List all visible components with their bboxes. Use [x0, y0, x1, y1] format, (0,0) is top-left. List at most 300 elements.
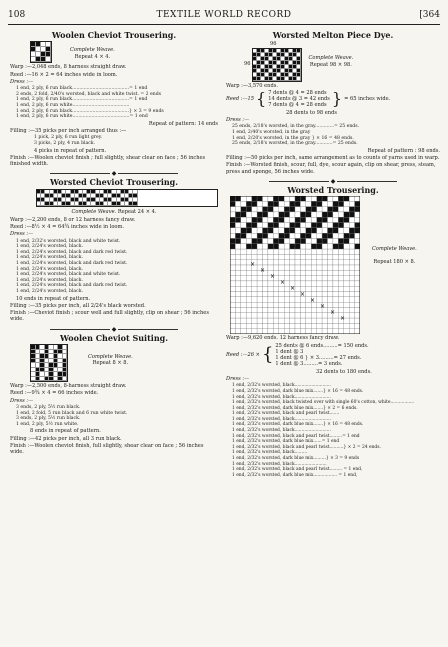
weave-cell [344, 233, 349, 238]
section-divider: ◆ [10, 171, 218, 177]
weave-cell [279, 223, 284, 228]
weave-cell [241, 308, 246, 313]
weave-cell [344, 329, 349, 334]
weave-cell [300, 244, 305, 249]
weave-cell [252, 281, 257, 286]
weave-cell [268, 260, 273, 265]
weave-cell [295, 239, 300, 244]
weave-cell [46, 57, 51, 62]
weave-cell [322, 217, 327, 222]
weave-cell [241, 223, 246, 228]
weave-caption: Complete Weave. [88, 354, 133, 361]
weave-cell [344, 297, 349, 302]
weave-cell [300, 302, 305, 307]
dress-line: 1 end, 2/32's worsted, dark blue mix......= 1 end [232, 439, 340, 445]
weave-cell [306, 223, 311, 228]
weave-cell [263, 313, 268, 318]
weave-cell [344, 207, 349, 212]
weave-cell [300, 249, 305, 254]
weave-cell [328, 239, 333, 244]
weave-cell [257, 324, 262, 329]
weave-cell [311, 217, 316, 222]
weave-cell [273, 249, 278, 254]
weave-cell [333, 202, 338, 207]
weave-cell [279, 239, 284, 244]
weave-cell [300, 265, 305, 270]
weave-cell [322, 260, 327, 265]
weave-cell [230, 255, 235, 260]
weave-cell [322, 281, 327, 286]
weave-cell [235, 297, 240, 302]
weave-cell [344, 212, 349, 217]
weave-cell [252, 313, 257, 318]
weave-cell [311, 239, 316, 244]
dress-line: 1 end, 2/32's worsted, dark blue mix................. = 1 end, [232, 472, 358, 478]
weave-cell [230, 292, 235, 297]
weave-cell [355, 217, 360, 222]
weave-cell [252, 217, 257, 222]
weave-cell [344, 276, 349, 281]
weave-cell [246, 324, 251, 329]
weave-cell [284, 196, 289, 201]
dress-line: 1 end, 2 ply, 6 run black.......................................= 1 end [16, 86, 148, 92]
dress-line: 1 end, 2 fold, 5 run black and 6 run white twist. [16, 410, 128, 416]
weave-cell [338, 196, 343, 201]
weave-cell [338, 260, 343, 265]
weave-cell [230, 207, 235, 212]
weave-cell [257, 212, 262, 217]
weave-cell [284, 202, 289, 207]
left-column [10, 30, 218, 457]
weave-cell [235, 302, 240, 307]
weave-cell [295, 217, 300, 222]
dress-line: 1 end, 2/32's worsted, black and pearl twist..........} × 2 = 24 ends. [232, 444, 381, 450]
weave-cell [246, 212, 251, 217]
weave-cell [230, 265, 235, 270]
weave-cell [290, 302, 295, 307]
weave-cell [322, 313, 327, 318]
weave-cell [328, 297, 333, 302]
weave-cell [273, 239, 278, 244]
weave-cell [300, 202, 305, 207]
weave-cell [268, 239, 273, 244]
weave-cell [317, 228, 322, 233]
weave-cell [349, 292, 354, 297]
twill-mark: × [310, 297, 316, 305]
weave-cell [295, 244, 300, 249]
weave-cell [257, 313, 262, 318]
weave-cell [349, 196, 354, 201]
weave-cell [328, 292, 333, 297]
weave-cell [322, 212, 327, 217]
weave-diagram [30, 344, 68, 382]
dress-list [10, 405, 218, 427]
weave-cell [349, 244, 354, 249]
weave-cell [241, 276, 246, 281]
weave-cell [273, 286, 278, 291]
weave-cell [246, 318, 251, 323]
reed-spec: Reed :—8½ × 4 = 64¾ inches wide in loom. [10, 224, 124, 231]
weave-cell [284, 329, 289, 334]
weave-cell [263, 281, 268, 286]
weave-cell [257, 217, 262, 222]
weave-cell [273, 260, 278, 265]
twill-mark: × [250, 261, 256, 269]
weave-cell [344, 308, 349, 313]
warp-spec: Warp :—2,500 ends, 8-harness straight draw. [10, 383, 127, 390]
weave-cell [317, 260, 322, 265]
weave-cell [338, 292, 343, 297]
weave-cell [235, 329, 240, 334]
weave-cell [273, 196, 278, 201]
weave-cell [241, 329, 246, 334]
filling-list [10, 135, 218, 146]
dress-line: 1 end, 2 ply, 6 run white.......................................= 1 end [16, 114, 148, 120]
repeat-of-pattern: Repeat of pattern : 98 ends. [367, 147, 440, 154]
weave-cell [279, 318, 284, 323]
woolen-cheviot-suiting-section [10, 332, 218, 456]
dress-line: 1 dent @ 3 [275, 348, 304, 355]
weave-cell [317, 207, 322, 212]
dress-line: 7 dents @ 4 = 28 ends [268, 102, 327, 109]
weave-cell [300, 276, 305, 281]
twill-mark: × [330, 309, 336, 317]
weave-cell [252, 196, 257, 201]
weave-cell [268, 223, 273, 228]
weave-cell [235, 228, 240, 233]
weave-cell [241, 292, 246, 297]
weave-cell [257, 292, 262, 297]
twill-mark: × [340, 315, 346, 323]
weave-cell [290, 202, 295, 207]
weave-diagram [230, 196, 360, 334]
weave-cell [295, 281, 300, 286]
weave-cell [344, 271, 349, 276]
weave-cell [268, 313, 273, 318]
weave-cell [333, 207, 338, 212]
weave-cell [328, 196, 333, 201]
repeat-of-pattern: 10 ends in repeat of pattern. [16, 295, 91, 302]
reed-spec: Reed :—9¾ × 4 = 66 inches wide. [10, 390, 99, 397]
weave-cell [290, 276, 295, 281]
weave-cell [230, 212, 235, 217]
weave-cell [284, 207, 289, 212]
weave-cell [333, 302, 338, 307]
warp-spec: Warp :—2,200 ends, 8 or 12 harness fancy draw. [10, 216, 136, 223]
weave-caption: Complete Weave. [372, 246, 417, 253]
weave-cell [263, 260, 268, 265]
weave-cell [279, 244, 284, 249]
weave-cell [268, 217, 273, 222]
weave-cell [333, 281, 338, 286]
weave-cell [311, 276, 316, 281]
weave-cell [246, 196, 251, 201]
weave-cell [273, 292, 278, 297]
weave-cell [349, 271, 354, 276]
weave-cell [344, 217, 349, 222]
dress-line: 1 end, 2/24's worsted, black. [16, 277, 83, 283]
weave-cell [290, 244, 295, 249]
weave-cell [328, 228, 333, 233]
weave-cell [273, 228, 278, 233]
weave-cell [322, 329, 327, 334]
weave-side-label: 96 [244, 61, 251, 68]
weave-cell [252, 239, 257, 244]
weave-cell [322, 202, 327, 207]
weave-cell [257, 286, 262, 291]
weave-cell [279, 271, 284, 276]
weave-cell [344, 302, 349, 307]
issue-number: [364 [419, 10, 440, 20]
weave-cell [241, 286, 246, 291]
weave-cell [355, 318, 360, 323]
weave-cell [290, 324, 295, 329]
weave-cell [235, 202, 240, 207]
weave-cell [311, 244, 316, 249]
weave-cell [311, 271, 316, 276]
weave-cell [241, 239, 246, 244]
weave-cell [349, 217, 354, 222]
weave-cell [306, 228, 311, 233]
weave-cell [241, 318, 246, 323]
weave-repeat: Repeat 8 × 8. [92, 360, 129, 367]
weave-cell [344, 196, 349, 201]
weave-cell [333, 324, 338, 329]
weave-cell [235, 196, 240, 201]
reed-total: 32 dents to 180 ends. [316, 368, 372, 375]
weave-repeat: Repeat 24 × 4. [117, 209, 157, 216]
weave-cell [333, 228, 338, 233]
weave-cell [317, 233, 322, 238]
weave-cell [311, 233, 316, 238]
weave-cell [295, 207, 300, 212]
finish-spec: Finish :—Cheviot finish ; scour well and full slightly, clip on shear ; 56 inches wide. [10, 310, 209, 323]
weave-cell [328, 255, 333, 260]
weave-cell [349, 297, 354, 302]
dress-line: 3 picks, 2 ply, 4 run black. [34, 140, 96, 146]
weave-cell [306, 318, 311, 323]
weave-cell [235, 308, 240, 313]
weave-cell [241, 233, 246, 238]
weave-cell [355, 260, 360, 265]
weave-cell [252, 244, 257, 249]
weave-cell [317, 249, 322, 254]
weave-cell [300, 308, 305, 313]
weave-cell [263, 297, 268, 302]
weave-cell [290, 249, 295, 254]
dress-line: 1 end, 2/24's worsted, black and dark red twist. [16, 283, 128, 289]
weave-cell [306, 308, 311, 313]
weave-cell [246, 207, 251, 212]
weave-cell [263, 217, 268, 222]
weave-cell [230, 202, 235, 207]
weave-cell [344, 286, 349, 291]
weave-cell [328, 233, 333, 238]
weave-cell [317, 318, 322, 323]
weave-cell [317, 271, 322, 276]
weave-cell [338, 302, 343, 307]
weave-cell [317, 324, 322, 329]
weave-cell [273, 212, 278, 217]
weave-cell [263, 249, 268, 254]
reed-lines [268, 90, 330, 109]
weave-cell [246, 313, 251, 318]
weave-cell [322, 276, 327, 281]
weave-cell [311, 324, 316, 329]
weave-cell [322, 324, 327, 329]
weave-cell [355, 239, 360, 244]
weave-cell [300, 255, 305, 260]
weave-cell [306, 281, 311, 286]
weave-cell [290, 297, 295, 302]
weave-cell [338, 276, 343, 281]
weave-cell [317, 196, 322, 201]
dress-list [226, 124, 440, 146]
weave-cell [317, 329, 322, 334]
weave-cell [306, 196, 311, 201]
weave-cell [241, 265, 246, 270]
worsted-trousering-section: Worsted Trousering. × × × × × × × × × × Complete Weave. Repeat 180 × 8. Warp :—9,620 ends. 12 harness fancy draw. Reed :—26 × { 25 dents @ 6 ends.........= 150 ends. 1 dent @ 3 1 dent @ 6 } × 3.........= 27 ends. 1 dent @ 3.........= 3 ends. 32 dents to 180 ends. Dress :— 1 end, 2/32's worsted, black.......................... 1 end, 2/32's worsted, dark blue mix.......} × 16 = 48 ends. 1 end, 2/32's worsted, black.......................... 1 end, 2/32's worsted, black twisted over with single 60's cotton, white................. 1 end, 2/32's worsted, dark blue mix.......} × 2 = 6 ends. 1 end, 2/32's worsted, black and pearl twist....... 1 end, 2/32's worsted, black.......................... 1 end, 2/32's worsted, dark blue mix.......} × 16 = 48 ends. 1 end, 2/32's worsted, black.......................... 1 end, 2/32's worsted, black and pearl twist.........= 1 end 1 end, 2/32's worsted, dark blue mix......= 1 end 1 end, 2/32's worsted, black and pearl twist..........} × 2 = 24 ends. 1 end, 2/32's worsted, black......... 1 end, 2/32's worsted, dark blue mix.........} × 3 = 9 ends 1 end, 2/32's worsted, black....................... 1 end, 2/32's worsted, black and pearl twist......... = 1 end, 1 end, 2/32's worsted, dark blue mix................. = 1 end, [226, 187, 440, 478]
weave-cell [344, 292, 349, 297]
weave-cell [263, 228, 268, 233]
weave-cell [257, 244, 262, 249]
weave-cell [338, 281, 343, 286]
weave-cell [338, 228, 343, 233]
weave-cell [322, 223, 327, 228]
header-rule [8, 24, 440, 25]
weave-cell [338, 265, 343, 270]
weave-diagram [30, 41, 52, 63]
weave-cell [344, 244, 349, 249]
worsted-melton-section: Worsted Melton Piece Dye. 96 96 Complete Weave. Repeat 98 × 98. Warp :—3,570 ends. Reed :—15 { 7 dents @ 4 = 28 ends 14 dents @ 3 = 42 ends 7 dents @ 4 = 28 ends } = 65 inches wide. 28 dents to 98 ends Dress :— 25 ends, 2/18's worsted, in the gray.............= 25 ends. 1 end, 2/40's worsted, in the gray 1 end, 2/20's worsted, in the gray } × 16 = 48 ends. 25 ends, 2/18's worsted, in the gray............= 25 ends. Repeat of pattern : 98 ends. Filling :—50 picks per inch, same arrangement as to counts of yarns used in warp. Finish :—Worsted finish, scour, full, dye, scour again, clip on shear, press, steam, press and sponge, 56 inches wide. [226, 30, 440, 175]
weave-cell [257, 281, 262, 286]
weave-cell [322, 255, 327, 260]
dress-line: 1 end, 2/32's worsted, dark blue mix.......} × 16 = 48 ends. [232, 422, 364, 428]
weave-cell [263, 233, 268, 238]
weave-cell [257, 249, 262, 254]
weave-cell [246, 329, 251, 334]
section-title: Worsted Cheviot Trousering. [49, 177, 179, 188]
weave-cell [355, 281, 360, 286]
weave-cell [311, 329, 316, 334]
weave-cell [268, 329, 273, 334]
dress-line: 1 end, 2/24's worsted, black and dark red twist. [16, 261, 128, 267]
weave-cell [246, 217, 251, 222]
weave-cell [295, 313, 300, 318]
weave-cell [230, 281, 235, 286]
weave-cell [290, 265, 295, 270]
weave-cell [246, 244, 251, 249]
weave-cell [290, 228, 295, 233]
weave-cell [279, 233, 284, 238]
weave-cell [333, 292, 338, 297]
weave-cell [273, 233, 278, 238]
weave-cell [133, 202, 137, 206]
weave-cell [300, 318, 305, 323]
weave-cell [322, 207, 327, 212]
weave-cell [273, 207, 278, 212]
weave-cell [257, 302, 262, 307]
weave-cell [295, 249, 300, 254]
weave-cell [268, 228, 273, 233]
weave-cell [349, 324, 354, 329]
weave-cell [257, 202, 262, 207]
weave-cell [263, 196, 268, 201]
weave-cell [317, 217, 322, 222]
weave-cell [252, 318, 257, 323]
section-divider: ◆ [226, 179, 440, 185]
weave-cell [317, 244, 322, 249]
weave-cell [230, 313, 235, 318]
weave-cell [317, 281, 322, 286]
weave-cell [241, 313, 246, 318]
weave-cell [241, 228, 246, 233]
weave-cell [349, 329, 354, 334]
weave-cell [295, 202, 300, 207]
weave-cell [355, 228, 360, 233]
weave-cell [349, 202, 354, 207]
weave-cell [268, 318, 273, 323]
weave-cell [273, 302, 278, 307]
weave-cell [235, 313, 240, 318]
twill-mark: × [300, 291, 306, 299]
weave-cell [279, 207, 284, 212]
dress-line: 3 ends, 2 ply, 5½ run black. [16, 404, 81, 410]
weave-cell [230, 223, 235, 228]
weave-cell [252, 255, 257, 260]
weave-cell [246, 255, 251, 260]
weave-cell [333, 244, 338, 249]
weave-cell [235, 292, 240, 297]
weave-cell [246, 286, 251, 291]
weave-cell [235, 324, 240, 329]
dress-label: Dress :— [10, 78, 34, 85]
weave-cell [349, 249, 354, 254]
weave-cell [338, 255, 343, 260]
dress-line: 1 end, 2/24's worsted, black and dark red twist. [16, 249, 128, 255]
weave-cell [279, 302, 284, 307]
weave-cell [322, 271, 327, 276]
weave-cell [306, 276, 311, 281]
weave-cell [246, 302, 251, 307]
weave-cell [300, 228, 305, 233]
weave-cell [349, 223, 354, 228]
weave-repeat: Repeat 4 × 4. [74, 53, 111, 60]
weave-cell [349, 239, 354, 244]
weave-cell [295, 318, 300, 323]
weave-cell [257, 255, 262, 260]
weave-cell [344, 249, 349, 254]
weave-cell [311, 228, 316, 233]
weave-cell [322, 244, 327, 249]
weave-cell [322, 228, 327, 233]
weave-cell [338, 286, 343, 291]
weave-cell [246, 271, 251, 276]
weave-cell [279, 324, 284, 329]
weave-cell [328, 260, 333, 265]
weave-cell [263, 207, 268, 212]
weave-cell [252, 276, 257, 281]
weave-cell [328, 207, 333, 212]
weave-cell [333, 329, 338, 334]
weave-cell [241, 207, 246, 212]
weave-cell [284, 297, 289, 302]
weave-cell [322, 297, 327, 302]
weave-cell [355, 249, 360, 254]
weave-cell [268, 255, 273, 260]
weave-cell [235, 318, 240, 323]
weave-cell [241, 249, 246, 254]
